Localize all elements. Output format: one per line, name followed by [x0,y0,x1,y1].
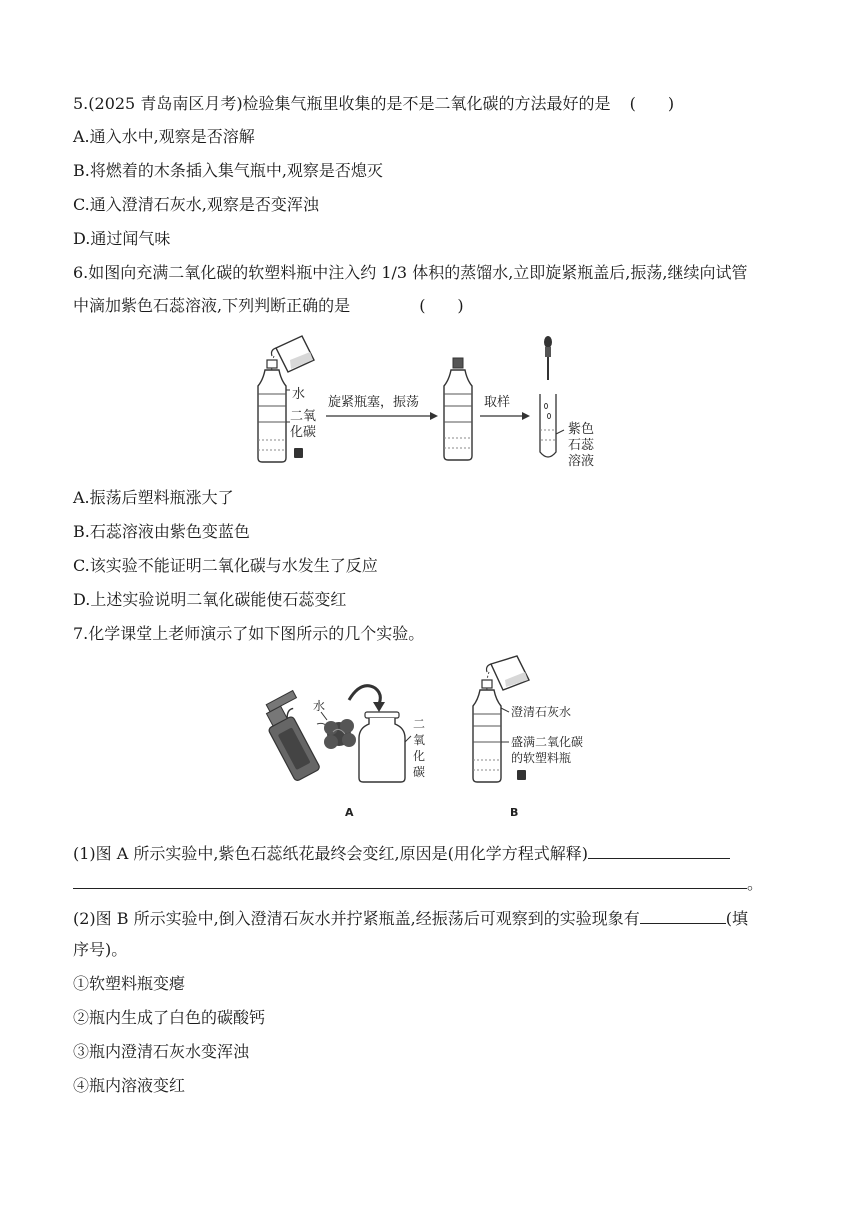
q5-answer-paren: ( ) [629,94,675,113]
q7-label-bottle-2: 的软塑料瓶 [511,751,572,765]
q6-option-a: A.振荡后塑料瓶涨大了 [73,488,234,507]
q7-choice-1: ①软塑料瓶变瘪 [73,974,186,993]
q6-option-b: B.石蕊溶液由紫色变蓝色 [73,522,250,541]
q7-choice-3: ③瓶内澄清石灰水变浑浊 [73,1042,250,1061]
q7-sub2-line2: 序号)。 [73,940,128,959]
q6-stem-line2 [73,296,464,316]
q6-answer-paren: ( ) [419,296,464,315]
q7-sub1-end: 。 [747,874,764,893]
q7-label-co2-c: 化 [413,749,426,763]
bottle-cap-icon [517,770,526,780]
q6-label-litmus-1: 紫色 [568,422,595,437]
q7-sub1-answer-blank-2[interactable] [73,872,747,889]
q6-label-litmus-2: 石蕊 [568,438,595,453]
q7-choice-2: ②瓶内生成了白色的碳酸钙 [73,1008,266,1027]
gas-jar-icon [359,712,405,782]
q6-option-d: D.上述实验说明二氧化碳能使石蕊变红 [73,590,347,609]
pouring-beaker-icon [272,336,315,374]
capped-bottle-icon [444,358,472,460]
q7-sub2-text-end: (填 [725,909,749,928]
q7-label-co2-a: 二 [413,717,426,731]
q7-label-co2-d: 碳 [413,765,426,779]
q7-label-lime: 澄清石灰水 [511,705,572,719]
q6-stem-line2-text: 中滴加紫色石蕊溶液,下列判断正确的是 [73,296,351,315]
q7-figure-label-b: B [510,806,519,819]
q5-option-b: B.将燃着的木条插入集气瓶中,观察是否熄灭 [73,161,383,180]
q7-sub1-line2 [73,872,763,894]
q7-figure-label-a: A [345,806,354,819]
q5-option-a: A.通入水中,观察是否溶解 [73,127,255,146]
paper-flower-icon [324,719,356,749]
q7-choice-4: ④瓶内溶液变红 [73,1076,186,1095]
bottle-cap-icon [294,448,303,458]
q6-label-water: 水 [292,387,306,402]
q7-stem: 7.化学课堂上老师演示了如下图所示的几个实验。 [73,624,425,643]
q7-sub2-text: (2)图 B 所示实验中,倒入澄清石灰水并拧紧瓶盖,经振荡后可观察到的实验现象有 [73,909,640,928]
q7-sub1-text: (1)图 A 所示实验中,紫色石蕊纸花最终会变红,原因是(用化学方程式解释) [73,844,589,863]
plastic-bottle-icon [473,680,501,782]
q6-label-litmus-3: 溶液 [568,454,595,469]
q5-stem-line [73,94,674,114]
q7-label-bottle-1: 盛满二氧化碳 [511,735,584,749]
q7-label-co2-b: 氧 [413,733,426,747]
test-tube-icon [540,394,556,457]
q5-option-c: C.通入澄清石灰水,观察是否变浑浊 [73,195,319,214]
q7-sub2-answer-blank[interactable] [640,907,726,924]
curved-arrow-icon [349,686,380,704]
dropper-icon [544,336,552,380]
q7-sub2-line1 [73,907,748,929]
q6-label-co2-1: 二氧 [290,409,317,424]
q6-stem-line1: 6.如图向充满二氧化碳的软塑料瓶中注入约 1/3 体积的蒸馏水,立即旋紧瓶盖后,振荡,继续向试管 [73,263,748,282]
q7-figure [265,654,595,824]
q7-sub1-line1 [73,842,730,864]
q6-option-c: C.该实验不能证明二氧化碳与水发生了反应 [73,556,378,575]
q5-option-d: D.通过闻气味 [73,229,171,248]
q7-sub1-answer-blank[interactable] [588,842,730,859]
q7-label-water: 水 [313,699,326,713]
pouring-beaker-icon [487,656,530,690]
q6-label-co2-2: 化碳 [290,425,317,440]
q6-arrow1-label: 旋紧瓶塞，振荡 [328,395,420,410]
plastic-bottle-icon [258,360,286,462]
q6-figure [250,330,610,480]
q5-stem: 5.(2025 青岛南区月考)检验集气瓶里收集的是不是二氧化碳的方法最好的是 [73,94,611,113]
q6-arrow2-label: 取样 [484,395,511,410]
